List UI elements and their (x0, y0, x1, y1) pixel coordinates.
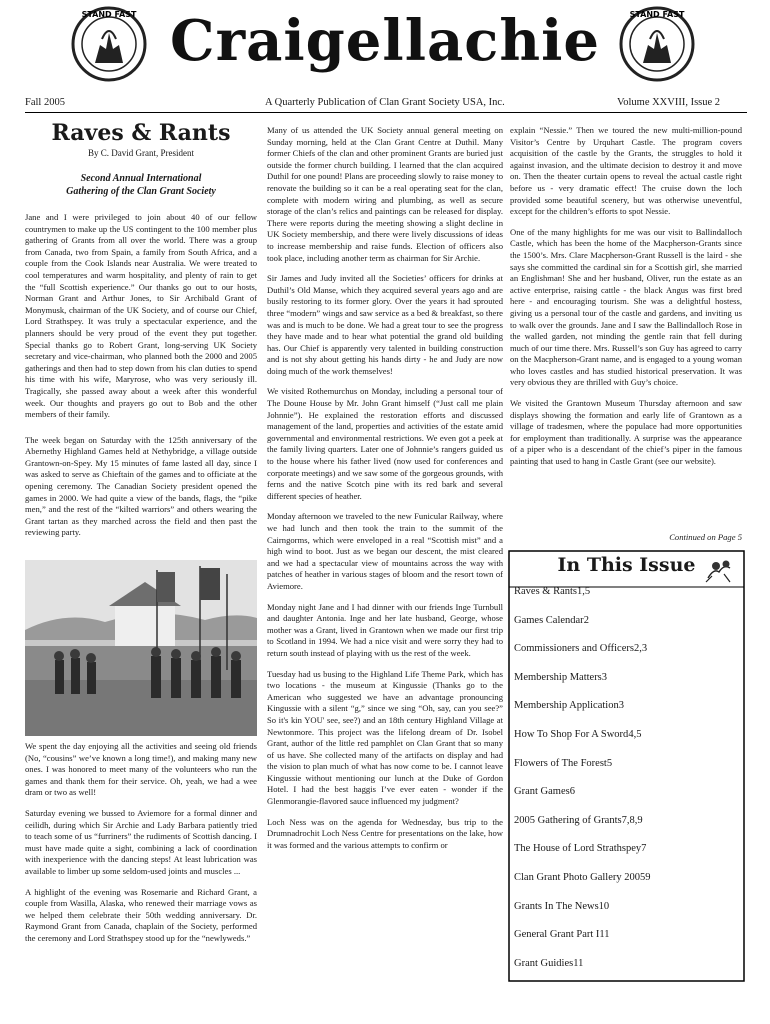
paragraph: Loch Ness was on the agenda for Wednesday, bus trip to the Drumnadrochit Loch Ness Centre for presentations on the lake, how it was formed and the various attempts to confirm or (267, 816, 503, 850)
paragraph: We visited the Grantown Museum Thursday afternoon and saw displays showing the formation and early life of Grantown as a village of tradesmen, where the populace had more opportunities for employment than traditionally. A surprise was the appearance of a piper who is a descendant of the chief’s piper in the famous painting that used to hang in Castle Grant (see our website). (510, 398, 742, 467)
toc-item[interactable] (514, 615, 742, 626)
toc-item-label: General Grant Part I (514, 929, 600, 941)
paragraph: Tuesday had us busing to the Highland Life Theme Park, which has two locations - the museum at Kingussie (Thanks go to the American who suggested we have an advantage pronouncing Kingussie with a silent “g,” since we sing “Oh, say, can you see?” So it's kin YOU' see, see?) and an 18th century Highland Village at Newtonmore. This project was the lifelong dream of Dr. Isobel Grant, author of the little red pamphlet on Clan Grant that so many of us have. She collected many of the artifacts on display and had the vision to plan much of what has now come to be. I cannot leave Kingussie without mentioning our lunch at the Duke of Gordon Hotel. I had the best haggis I’ve ever eaten - wonder if the Glenmorangie-flavored sauce influenced my judgment? (267, 668, 503, 807)
toc-item-page: 7 (641, 843, 647, 855)
toc-item-page: 3 (601, 671, 608, 683)
column-1-top (25, 212, 257, 548)
toc-item-label: Clan Grant Photo Gallery 2005 (514, 872, 646, 883)
issue-volume: Volume XXVIII, Issue 2 (617, 97, 721, 108)
toc-item-label: The House of Lord Strathspey (514, 843, 642, 855)
subheading-line-1: Second Annual International (80, 173, 202, 184)
toc-item[interactable] (514, 901, 742, 912)
highland-games-photo (25, 560, 257, 736)
toc-item[interactable] (514, 958, 742, 969)
paragraph: Monday afternoon we traveled to the new Funicular Railway, where we had lunch and then took the train to the summit of the Cairngorms, which were enveloped in a real “Scottish mist” and a high wind to boot. Just as we began our descent, the mist cleared and we had a spectacular view of mountains across the way with patches of heather in various stages of bloom and the resort town of Aviemore. (267, 511, 503, 591)
toc-item-page: 2 (583, 614, 589, 626)
toc-item-page: 10 (598, 900, 610, 912)
column-2 (267, 125, 503, 860)
toc-item-label: Games Calendar (514, 614, 584, 626)
toc-item[interactable] (514, 700, 742, 711)
toc-item[interactable] (514, 729, 742, 740)
toc-item-page: 4,5 (628, 729, 642, 740)
toc-item-label: Flowers of The Forest (514, 757, 607, 769)
article-subheading (25, 172, 257, 198)
paragraph: Monday night Jane and I had dinner with our friends Inge Turnbull and daughter Antonia. Inge and her late husband, George, whose mother was a Grant, lived in Grantown when we made our first trip to Scotland in 1994. We had a nice visit and were sorry they had to return south instead of playing with us the rest of the week. (267, 601, 503, 658)
article-byline: By C. David Grant, President (88, 148, 194, 158)
issue-season: Fall 2005 (25, 97, 65, 108)
masthead-divider (25, 112, 747, 113)
toc-item-label: 2005 Gathering of Grants (514, 814, 622, 826)
toc-item-page: 7,8,9 (621, 814, 643, 826)
toc-title: In This Issue (557, 554, 696, 576)
toc-item-page: 6 (569, 786, 575, 798)
paragraph: Saturday evening we bussed to Aviemore for a formal dinner and ceilidh, during which Sir Archie and Lady Barbara patiently tried to teach some of us “furriners” the rudiments of Scottish dancing. I must have made quite a sight, combining a lack of coordination with inexperience with the dancing steps! At least lubrication was available to limber up some seldom-used joints and muscles ... (25, 807, 257, 876)
column-1-bottom (25, 741, 257, 954)
toc-item[interactable] (514, 586, 742, 597)
toc-item-label: Grant Guidies (514, 957, 574, 969)
issue-info-row (25, 97, 747, 113)
subheading-line-2: Gathering of the Clan Grant Society (66, 186, 216, 197)
paragraph: We visited Rothemurchus on Monday, including a personal tour of The Doune House by Mr. John Grant himself (“Just call me plain Johnnie”). He explained the restoration efforts and discussed management of the land, properties and activities of the estate amid governmental and environmental restrictions. We even got a peek at the family living quarters. Later one of Johnnie’s rangers guided us to the house where his father lived (now used for conferences and corporate meetings) and we saw some of the gorgeous grounds, with ferns and the native Scotch pine with its red bark and several different species of heather. (267, 386, 503, 501)
toc-item-page: 2,3 (633, 643, 648, 655)
toc-item-page: 11 (573, 957, 584, 969)
toc-item-label: Membership Application (514, 700, 619, 712)
toc-item[interactable] (514, 643, 742, 654)
toc-item-page: 11 (599, 929, 610, 941)
paragraph: We spent the day enjoying all the activities and seeing old friends (No, “cousins” we’ve known a long time!), and making many new ones. I was honored to meet many of the volunteers who run the games and thank them for their service. Oh, yeah, we had a wee dram or two as well! (25, 741, 257, 798)
toc-item[interactable] (514, 672, 742, 683)
toc-item-page: 3 (618, 700, 624, 712)
toc-item-label: Raves & Rants (514, 586, 577, 597)
crest-motto-right: STAND FAST (629, 10, 685, 19)
toc-item-page: 1,5 (577, 586, 591, 597)
toc-item[interactable] (514, 758, 742, 769)
toc-item[interactable] (514, 872, 742, 883)
thistle-icon (704, 558, 734, 584)
toc-item-label: Membership Matters (514, 671, 602, 683)
column-3 (510, 125, 742, 477)
toc-item[interactable] (514, 815, 742, 826)
toc-item[interactable] (514, 929, 742, 940)
paragraph: A highlight of the evening was Rosemarie and Richard Grant, a couple from Wasilla, Alaska, who renewed their marriage vows as we helped them celebrate their 50th wedding anniversary. Dr. Raymond Grant from Canada, chaplain of the Society, performed the ceremony and Lord Strathspey stood up for the “newlyweds.” (25, 886, 257, 943)
continued-note: Continued on Page 5 (669, 532, 742, 542)
paragraph: One of the many highlights for me was our visit to Ballindalloch Castle, which has been the home of the Macpherson-Grants since the 1500’s. Mrs. Clare Macpherson-Grant Russell is the laird - she says she committed the cardinal sin for a Scottish girl, she married an Englishman! She and her husband, Oliver, run the estate as an active enterprise, raising cattle - the black Angus was first bred here - and encouraging tourism. She was a delightful hostess, giving us a personal tour of the castle and gardens, and inviting us to walk over the grounds. Jane and I saw the Ballindalloch Rose in the walled garden, not minding the gentle rain that fell during much of our time there. Mrs. Russell’s son Guy has agreed to carry on the Macpherson-Grant name, and is engaged to a young woman who loves castles and has studied historical preservation. It was very obvious they are thrilled with Guy’s choice. (510, 226, 742, 388)
paragraph: Jane and I were privileged to join about 40 of our fellow countrymen to make up the US contingent to the 100 member plus gathering of Grants from all over the world. There was a group from Canada, two from Spain, a family from South Africa, and a couple from the Cook Islands near Australia. We were treated to cool temperatures and warm hospitality, and plenty of rain to get the “full Scottish experience.” Our thanks go out to our hosts, Norman Grant and Arthur Jones, to Sir Archibald Grant of Monymusk, chairman of the UK Society, and of course our Chief, Lord Strathspey. It was truly a spectacular experience, and the planners should be very proud of the event they put together. Special thanks go to Robert Grant, long-serving UK Society secretary and vice-chairman, who planned both the 2000 and 2005 gatherings and then had to step down from his clan duties to spend his time with his wife, Maryrose, who was very seriously ill. Tragically, she passed away about a week after this wonderful week. Our thoughts and prayers go out to Bob and the other members of their family. (25, 212, 257, 420)
paragraph: Many of us attended the UK Society annual general meeting on Sunday morning, held at the Clan Grant Centre at Duthil. Many former Chiefs of the clan and other prominent Grants are buried just outside the former church building. I learned that the clan acquired Duthil for one pound! Plans are proceeding slowly to raise money to renovate the building so it can be a real operating seat for the clan, complete with modern wiring and plumbing, as well as secure storage of the clan’s relics and paintings can be released for display. There were reports during the meeting showing a slight decline in UK Society membership, and there were lively discussions of ideas to increase membership and raise funds. Election of officers also took place, including another term as chairman for Sir Archie. (267, 125, 503, 263)
article-heading: Raves & Rants (51, 120, 231, 146)
newsletter-title: Craigellachie (170, 8, 600, 74)
toc-item[interactable] (514, 843, 742, 854)
paragraph: Sir James and Judy invited all the Societies’ officers for drinks at Duthil’s Old Manse, which they acquired several years ago and are busily restoring to its former glory. Over the years it had sprouted three “modern” wings and saw service as a bed & breakfast, so there was and is much to be done. We had a great tour to see the progress they have made and to hear what potential the grand old building has. Our Chief is apparently very talented in building construction and is not shy about getting his hands dirty - he and Judy are now doing much of the work themselves! (267, 273, 503, 376)
toc-item-label: Grant Games (514, 786, 570, 798)
paragraph: explain “Nessie.” Then we toured the new multi-million-pound Visitor’s Centre by Urquhart Castle. The program covers acquisition of the castle by the Grants, the struggles to hold it against invasion, and the ultimate decision to destroy it and move on. Then the theater curtain opens to reveal the actual castle right before us - very dramatic effect! The cruise down the loch provided some beautiful scenery, but was otherwise uneventful, except for the children’s efforts to spot Nessie. (510, 125, 742, 217)
toc-item-page: 5 (606, 757, 613, 769)
toc-item-label: How To Shop For A Sword (514, 729, 629, 740)
paragraph: The week began on Saturday with the 125th anniversary of the Abernethy Highland Games held at Nethybridge, a village outside Grantown-on-Spey. My 15 minutes of fame lasted all day, since I was asked to serve as Chieftain of the games and to officiate at the opening ceremony. The Canadian Society president opened the games in 2000. We had quite a view of the bands, flags, the “pike men,” and the rest of the “kilted warriors” and others wearing the Grant tartan as they marched across the field and then past the reviewing party. (25, 434, 257, 538)
toc-item-label: Commissioners and Officers (514, 643, 634, 655)
toc-item-page: 9 (645, 872, 651, 883)
crest-motto-left: STAND FAST (81, 10, 137, 19)
toc-item-label: Grants In The News (514, 900, 599, 912)
publication-tagline: A Quarterly Publication of Clan Grant Society USA, Inc. (265, 97, 505, 108)
toc-item[interactable] (514, 786, 742, 797)
